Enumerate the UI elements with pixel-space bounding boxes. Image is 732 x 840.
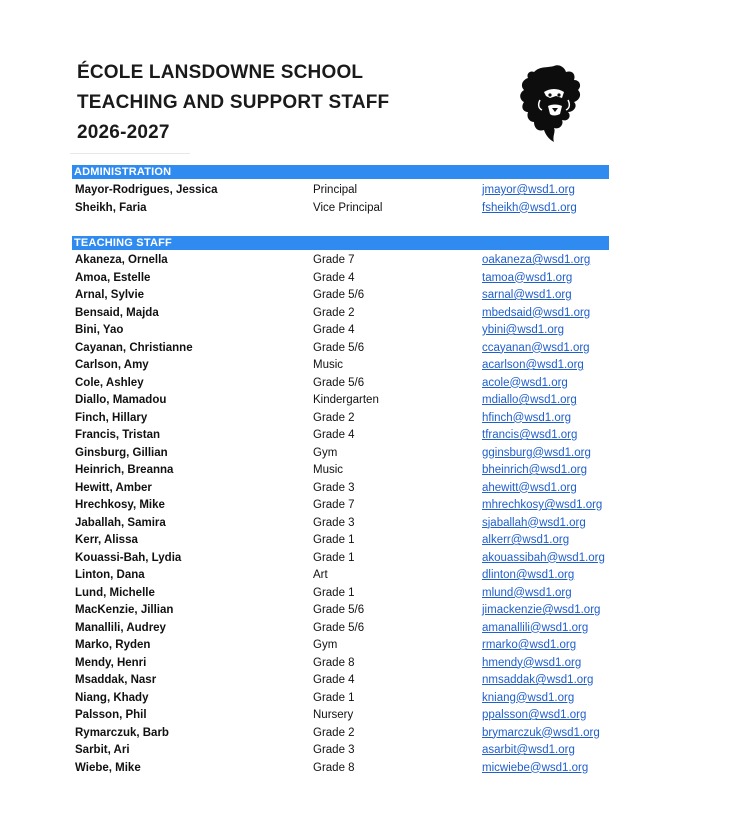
staff-email-link[interactable]: mdiallo@wsd1.org — [482, 394, 577, 406]
school-year: 2026-2027 — [77, 122, 170, 143]
administration-list — [0, 182, 732, 217]
staff-email-link[interactable]: mbedsaid@wsd1.org — [482, 306, 591, 319]
school-name: ÉCOLE LANSDOWNE SCHOOL — [77, 62, 364, 83]
staff-email-link[interactable]: hmendy@wsd1.org — [482, 656, 582, 669]
staff-role: Grade 7 — [313, 499, 355, 511]
staff-row — [0, 532, 732, 550]
staff-email-link[interactable]: fsheikh@wsd1.org — [482, 201, 577, 214]
staff-role: Kindergarten — [313, 394, 379, 406]
staff-name: Akaneza, Ornella — [75, 254, 168, 266]
staff-name: MacKenzie, Jillian — [75, 604, 174, 616]
staff-name: Marko, Ryden — [75, 639, 151, 651]
staff-role: Grade 4 — [313, 674, 355, 686]
staff-email-link[interactable]: nmsaddak@wsd1.org — [482, 674, 594, 686]
staff-role: Grade 5/6 — [313, 621, 365, 634]
staff-role: Gym — [313, 446, 338, 459]
staff-role: Grade 3 — [313, 516, 355, 529]
staff-role: Grade 1 — [313, 586, 355, 599]
staff-row — [0, 410, 732, 428]
staff-row — [0, 672, 732, 690]
staff-name: Francis, Tristan — [75, 429, 161, 441]
staff-name: Mendy, Henri — [75, 656, 147, 669]
staff-role: Grade 4 — [313, 429, 355, 441]
staff-role: Grade 2 — [313, 306, 355, 319]
staff-name: Diallo, Mamadou — [75, 394, 167, 406]
divider — [70, 153, 190, 154]
staff-row — [0, 182, 732, 200]
document-header — [77, 58, 389, 148]
staff-name: Heinrich, Breanna — [75, 464, 174, 476]
staff-name: Amoa, Estelle — [75, 271, 151, 284]
staff-email-link[interactable]: akouassibah@wsd1.org — [482, 551, 605, 564]
staff-row — [0, 252, 732, 270]
staff-name: Manallili, Audrey — [75, 621, 166, 634]
staff-row — [0, 375, 732, 393]
staff-email-link[interactable]: mlund@wsd1.org — [482, 586, 572, 599]
staff-row — [0, 637, 732, 655]
staff-row — [0, 480, 732, 498]
staff-name: Hrechkosy, Mike — [75, 499, 165, 511]
staff-email-link[interactable]: acarlson@wsd1.org — [482, 359, 584, 371]
staff-name: Cayanan, Christianne — [75, 341, 193, 354]
staff-email-link[interactable]: sjaballah@wsd1.org — [482, 516, 586, 529]
staff-row — [0, 620, 732, 638]
staff-name: Carlson, Amy — [75, 359, 149, 371]
staff-role: Music — [313, 359, 344, 371]
staff-row — [0, 585, 732, 603]
staff-row — [0, 357, 732, 375]
staff-row — [0, 200, 732, 218]
staff-row — [0, 760, 732, 778]
staff-email-link[interactable]: sarnal@wsd1.org — [482, 289, 572, 301]
staff-name: Lund, Michelle — [75, 586, 155, 599]
staff-email-link[interactable]: tfrancis@wsd1.org — [482, 429, 578, 441]
staff-row — [0, 567, 732, 585]
staff-name: Ginsburg, Gillian — [75, 446, 168, 459]
staff-role: Grade 5/6 — [313, 341, 365, 354]
staff-row — [0, 340, 732, 358]
staff-email-link[interactable]: amanallili@wsd1.org — [482, 621, 589, 634]
staff-name: Niang, Khady — [75, 691, 149, 704]
staff-role: Art — [313, 569, 328, 581]
staff-name: Kerr, Alissa — [75, 534, 138, 546]
staff-name: Bini, Yao — [75, 324, 124, 336]
staff-row — [0, 392, 732, 410]
staff-role: Gym — [313, 639, 338, 651]
staff-name: Finch, Hillary — [75, 411, 148, 424]
staff-role: Grade 8 — [313, 761, 355, 774]
staff-email-link[interactable]: ahewitt@wsd1.org — [482, 481, 577, 494]
staff-role: Grade 1 — [313, 691, 355, 704]
staff-name: Palsson, Phil — [75, 709, 147, 721]
staff-row — [0, 427, 732, 445]
staff-row — [0, 322, 732, 340]
staff-email-link[interactable]: hfinch@wsd1.org — [482, 411, 572, 424]
staff-role: Grade 4 — [313, 271, 355, 284]
staff-email-link[interactable]: ccayanan@wsd1.org — [482, 341, 590, 354]
staff-row — [0, 690, 732, 708]
staff-name: Linton, Dana — [75, 569, 145, 581]
administration-header: ADMINISTRATION — [72, 165, 609, 179]
staff-email-link[interactable]: gginsburg@wsd1.org — [482, 446, 591, 459]
staff-email-link[interactable]: kniang@wsd1.org — [482, 691, 575, 704]
staff-row — [0, 287, 732, 305]
staff-row — [0, 305, 732, 323]
staff-name: Arnal, Sylvie — [75, 289, 145, 301]
staff-email-link[interactable]: oakaneza@wsd1.org — [482, 254, 591, 266]
staff-email-link[interactable]: ppalsson@wsd1.org — [482, 709, 587, 721]
staff-row — [0, 725, 732, 743]
staff-name: Sarbit, Ari — [75, 744, 130, 756]
staff-role: Nursery — [313, 709, 354, 721]
staff-role: Grade 2 — [313, 411, 355, 424]
staff-role: Grade 4 — [313, 324, 355, 336]
staff-row — [0, 707, 732, 725]
teaching-staff-header: TEACHING STAFF — [72, 236, 609, 250]
staff-email-link[interactable]: mhrechkosy@wsd1.org — [482, 499, 603, 511]
staff-name: Msaddak, Nasr — [75, 674, 157, 686]
staff-row — [0, 445, 732, 463]
staff-email-link[interactable]: alkerr@wsd1.org — [482, 534, 570, 546]
lion-head-icon — [516, 64, 586, 144]
staff-name: Sheikh, Faria — [75, 201, 147, 214]
staff-row — [0, 270, 732, 288]
staff-email-link[interactable]: bheinrich@wsd1.org — [482, 464, 588, 476]
staff-name: Rymarczuk, Barb — [75, 726, 169, 739]
staff-row — [0, 550, 732, 568]
staff-row — [0, 742, 732, 760]
staff-email-link[interactable]: brymarczuk@wsd1.org — [482, 726, 600, 739]
staff-role: Grade 5/6 — [313, 376, 365, 389]
document-title: TEACHING AND SUPPORT STAFF — [77, 92, 390, 113]
staff-email-link[interactable]: rmarko@wsd1.org — [482, 639, 577, 651]
staff-name: Wiebe, Mike — [75, 761, 141, 774]
staff-role: Grade 5/6 — [313, 289, 365, 301]
staff-email-link[interactable]: ybini@wsd1.org — [482, 324, 564, 336]
staff-email-link[interactable]: acole@wsd1.org — [482, 376, 568, 389]
staff-name: Kouassi-Bah, Lydia — [75, 551, 182, 564]
staff-row — [0, 515, 732, 533]
staff-name: Hewitt, Amber — [75, 481, 152, 494]
staff-email-link[interactable]: tamoa@wsd1.org — [482, 271, 573, 284]
staff-email-link[interactable]: micwiebe@wsd1.org — [482, 761, 589, 774]
staff-role: Principal — [313, 184, 358, 196]
teaching-staff-list — [0, 252, 732, 777]
staff-row — [0, 602, 732, 620]
staff-name: Cole, Ashley — [75, 376, 144, 389]
staff-row — [0, 462, 732, 480]
staff-name: Mayor-Rodrigues, Jessica — [75, 184, 218, 196]
staff-role: Grade 3 — [313, 744, 355, 756]
staff-role: Music — [313, 464, 344, 476]
staff-name: Bensaid, Majda — [75, 306, 159, 319]
staff-email-link[interactable]: jmayor@wsd1.org — [482, 184, 575, 196]
staff-name: Jaballah, Samira — [75, 516, 166, 529]
staff-row — [0, 655, 732, 673]
staff-role: Grade 8 — [313, 656, 355, 669]
staff-row — [0, 497, 732, 515]
staff-role: Grade 7 — [313, 254, 355, 266]
staff-role: Grade 1 — [313, 534, 355, 546]
staff-role: Grade 3 — [313, 481, 355, 494]
staff-email-link[interactable]: asarbit@wsd1.org — [482, 744, 575, 756]
staff-email-link[interactable]: dlinton@wsd1.org — [482, 569, 575, 581]
staff-role: Grade 2 — [313, 726, 355, 739]
staff-role: Grade 5/6 — [313, 604, 365, 616]
staff-role: Grade 1 — [313, 551, 355, 564]
staff-email-link[interactable]: jimackenzie@wsd1.org — [482, 604, 601, 616]
staff-role: Vice Principal — [313, 201, 383, 214]
